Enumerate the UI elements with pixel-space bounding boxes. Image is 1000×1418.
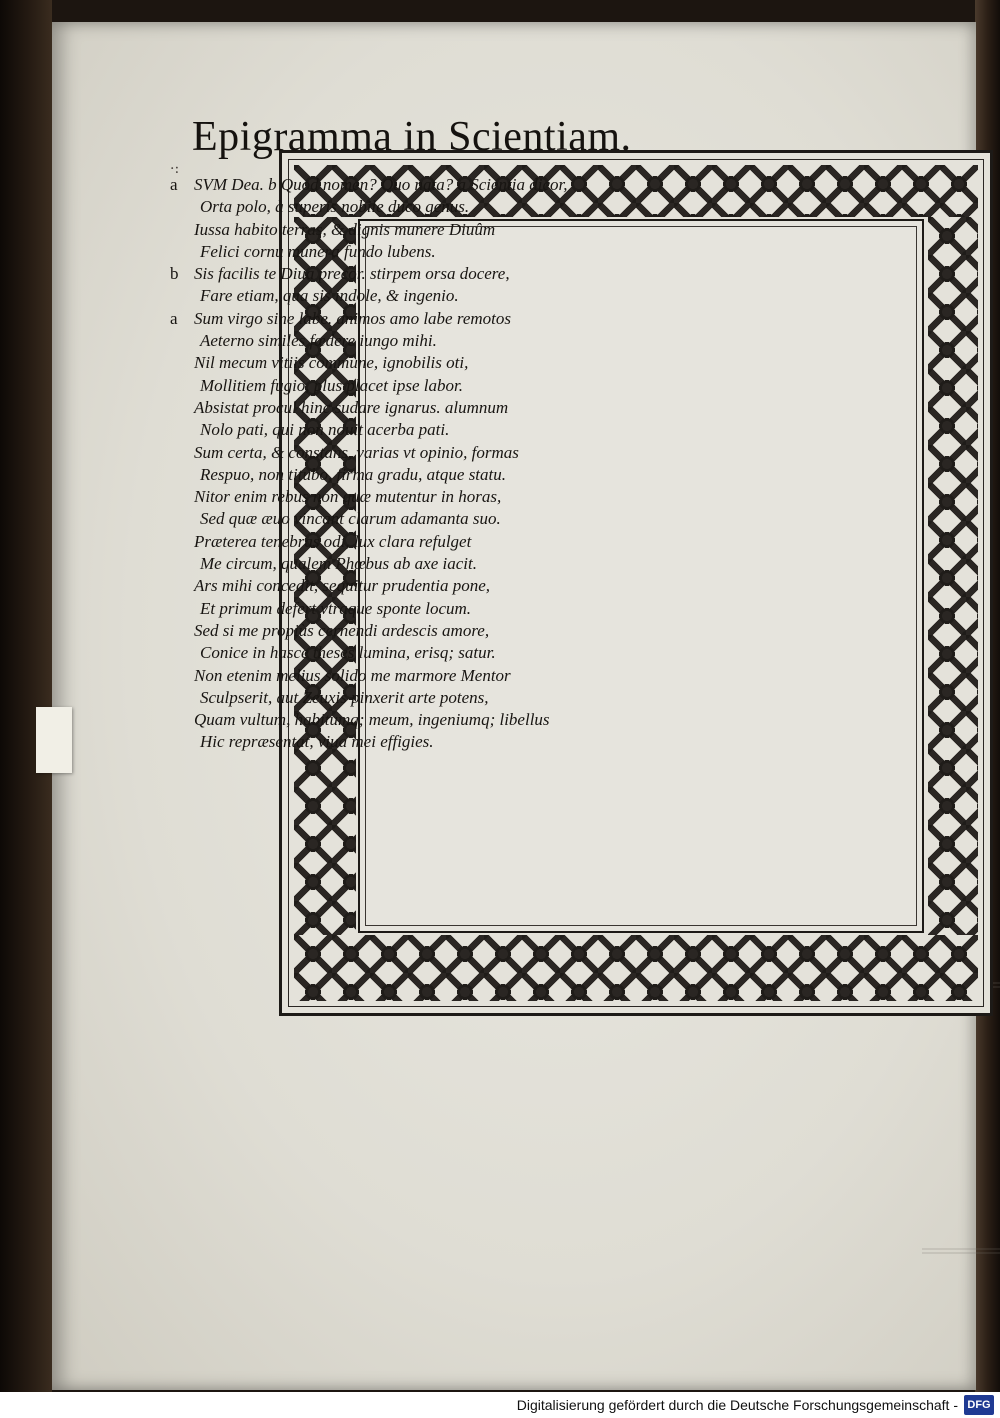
line-text: Mollitiem fugio, plus placet ipse labor.: [200, 375, 464, 395]
line-marker: a: [170, 175, 178, 194]
ornament-band-bottom: [294, 935, 978, 1001]
poem-line: [180, 442, 680, 464]
line-marker: a: [170, 308, 178, 328]
line-text: Sis facilis te Diua precor. stirpem orsa docere,: [194, 264, 510, 284]
line-text: Fare etiam, qua sis indole, & ingenio.: [200, 286, 459, 306]
page-title: Epigramma in Scientiam.: [192, 114, 632, 160]
line-text: Nitor enim rebus non quæ mutentur in horas,: [194, 487, 502, 507]
line-text: Iussa habito terras, & dignis munere Diuûm: [194, 219, 496, 239]
poem-line: [180, 553, 680, 575]
poem-line: [180, 464, 680, 486]
line-text: Non etenim melius solido me marmore Mentor: [194, 665, 511, 685]
line-text: Ars mihi concedit, sequitur prudentia pone,: [194, 576, 491, 596]
epigram-text: [170, 174, 680, 754]
poem-line: [180, 285, 680, 307]
line-text: Respuo, non titubo, firma gradu, atque statu.: [200, 464, 506, 484]
line-text: Nolo pati, qui non nouit acerba pati.: [200, 420, 450, 440]
poem-line: [180, 575, 680, 597]
line-text: Sculpserit, aut Zeuxis pinxerit arte potens,: [200, 687, 489, 707]
poem-line: [170, 263, 680, 285]
line-text: Quam vultum, habitumq; meum, ingeniumq; libellus: [194, 710, 550, 730]
line-text: Me circum, qualem Phœbus ab axe iacit.: [200, 554, 477, 574]
poem-line: [180, 665, 680, 687]
poem-line: [180, 241, 680, 263]
line-text: Et primum defert vtraque sponte locum.: [200, 598, 472, 618]
poem-line: [180, 642, 680, 664]
poem-line: [180, 352, 680, 374]
poem-line: [180, 598, 680, 620]
line-text: Sed si me propiùs cernendi ardescis amore,: [194, 620, 490, 640]
line-text: Conice in hasce theses lumina, erisq; satur.: [200, 643, 496, 663]
poem-line: [180, 508, 680, 530]
line-text: Orta polo, à superis nobile duco genus.: [200, 197, 470, 217]
line-text: Aeterno similes fœdere iungo mihi.: [200, 331, 437, 351]
poem-line: [180, 620, 680, 642]
poem-line: [180, 731, 680, 753]
poem-line: [180, 419, 680, 441]
line-text: Felici cornu munera fundo lubens.: [200, 241, 436, 261]
line-marker: b: [170, 264, 179, 284]
poem-line: [180, 196, 680, 218]
line-text: SVM Dea. b Quod nomen? Quo nata? a Scientia dicor,: [194, 175, 568, 194]
line-text: Absistat procul hinc sudare ignarus. alumnum: [194, 397, 509, 417]
poem-line: [180, 709, 680, 731]
poem-line: [180, 219, 680, 241]
poem-line: [180, 687, 680, 709]
line-text: Hic repræsentat, viua mei effigies.: [200, 732, 434, 752]
poem-line: [180, 397, 680, 419]
poem-line: [180, 531, 680, 553]
poem-line: [170, 308, 680, 330]
poem-line: [180, 375, 680, 397]
line-text: Nil mecum vitiis commune, ignobilis oti,: [194, 353, 469, 373]
line-text: Præterea tenebras odi, lux clara refulget: [194, 531, 472, 551]
footer-bar: [0, 1392, 1000, 1418]
poem-line: [180, 486, 680, 508]
dfg-logo: DFG: [964, 1395, 994, 1415]
book-page: [52, 22, 976, 1390]
footer-credit: Digitalisierung gefördert durch die Deutsche Forschungsgemeinschaft -: [516, 1397, 958, 1413]
line-text: Sed quæ æuo vincant clarum adamanta suo.: [200, 509, 501, 529]
line-text: Sum virgo sine labe. animos amo labe remotos: [194, 308, 511, 328]
paper-bookmark-tab: [36, 707, 72, 773]
poem-line: [180, 330, 680, 352]
ink-speck: ·:: [170, 161, 180, 177]
poem-line: [170, 174, 680, 196]
line-text: Sum certa, & constans, varias vt opinio, formas: [194, 442, 519, 462]
ornament-band-right: [928, 217, 978, 935]
